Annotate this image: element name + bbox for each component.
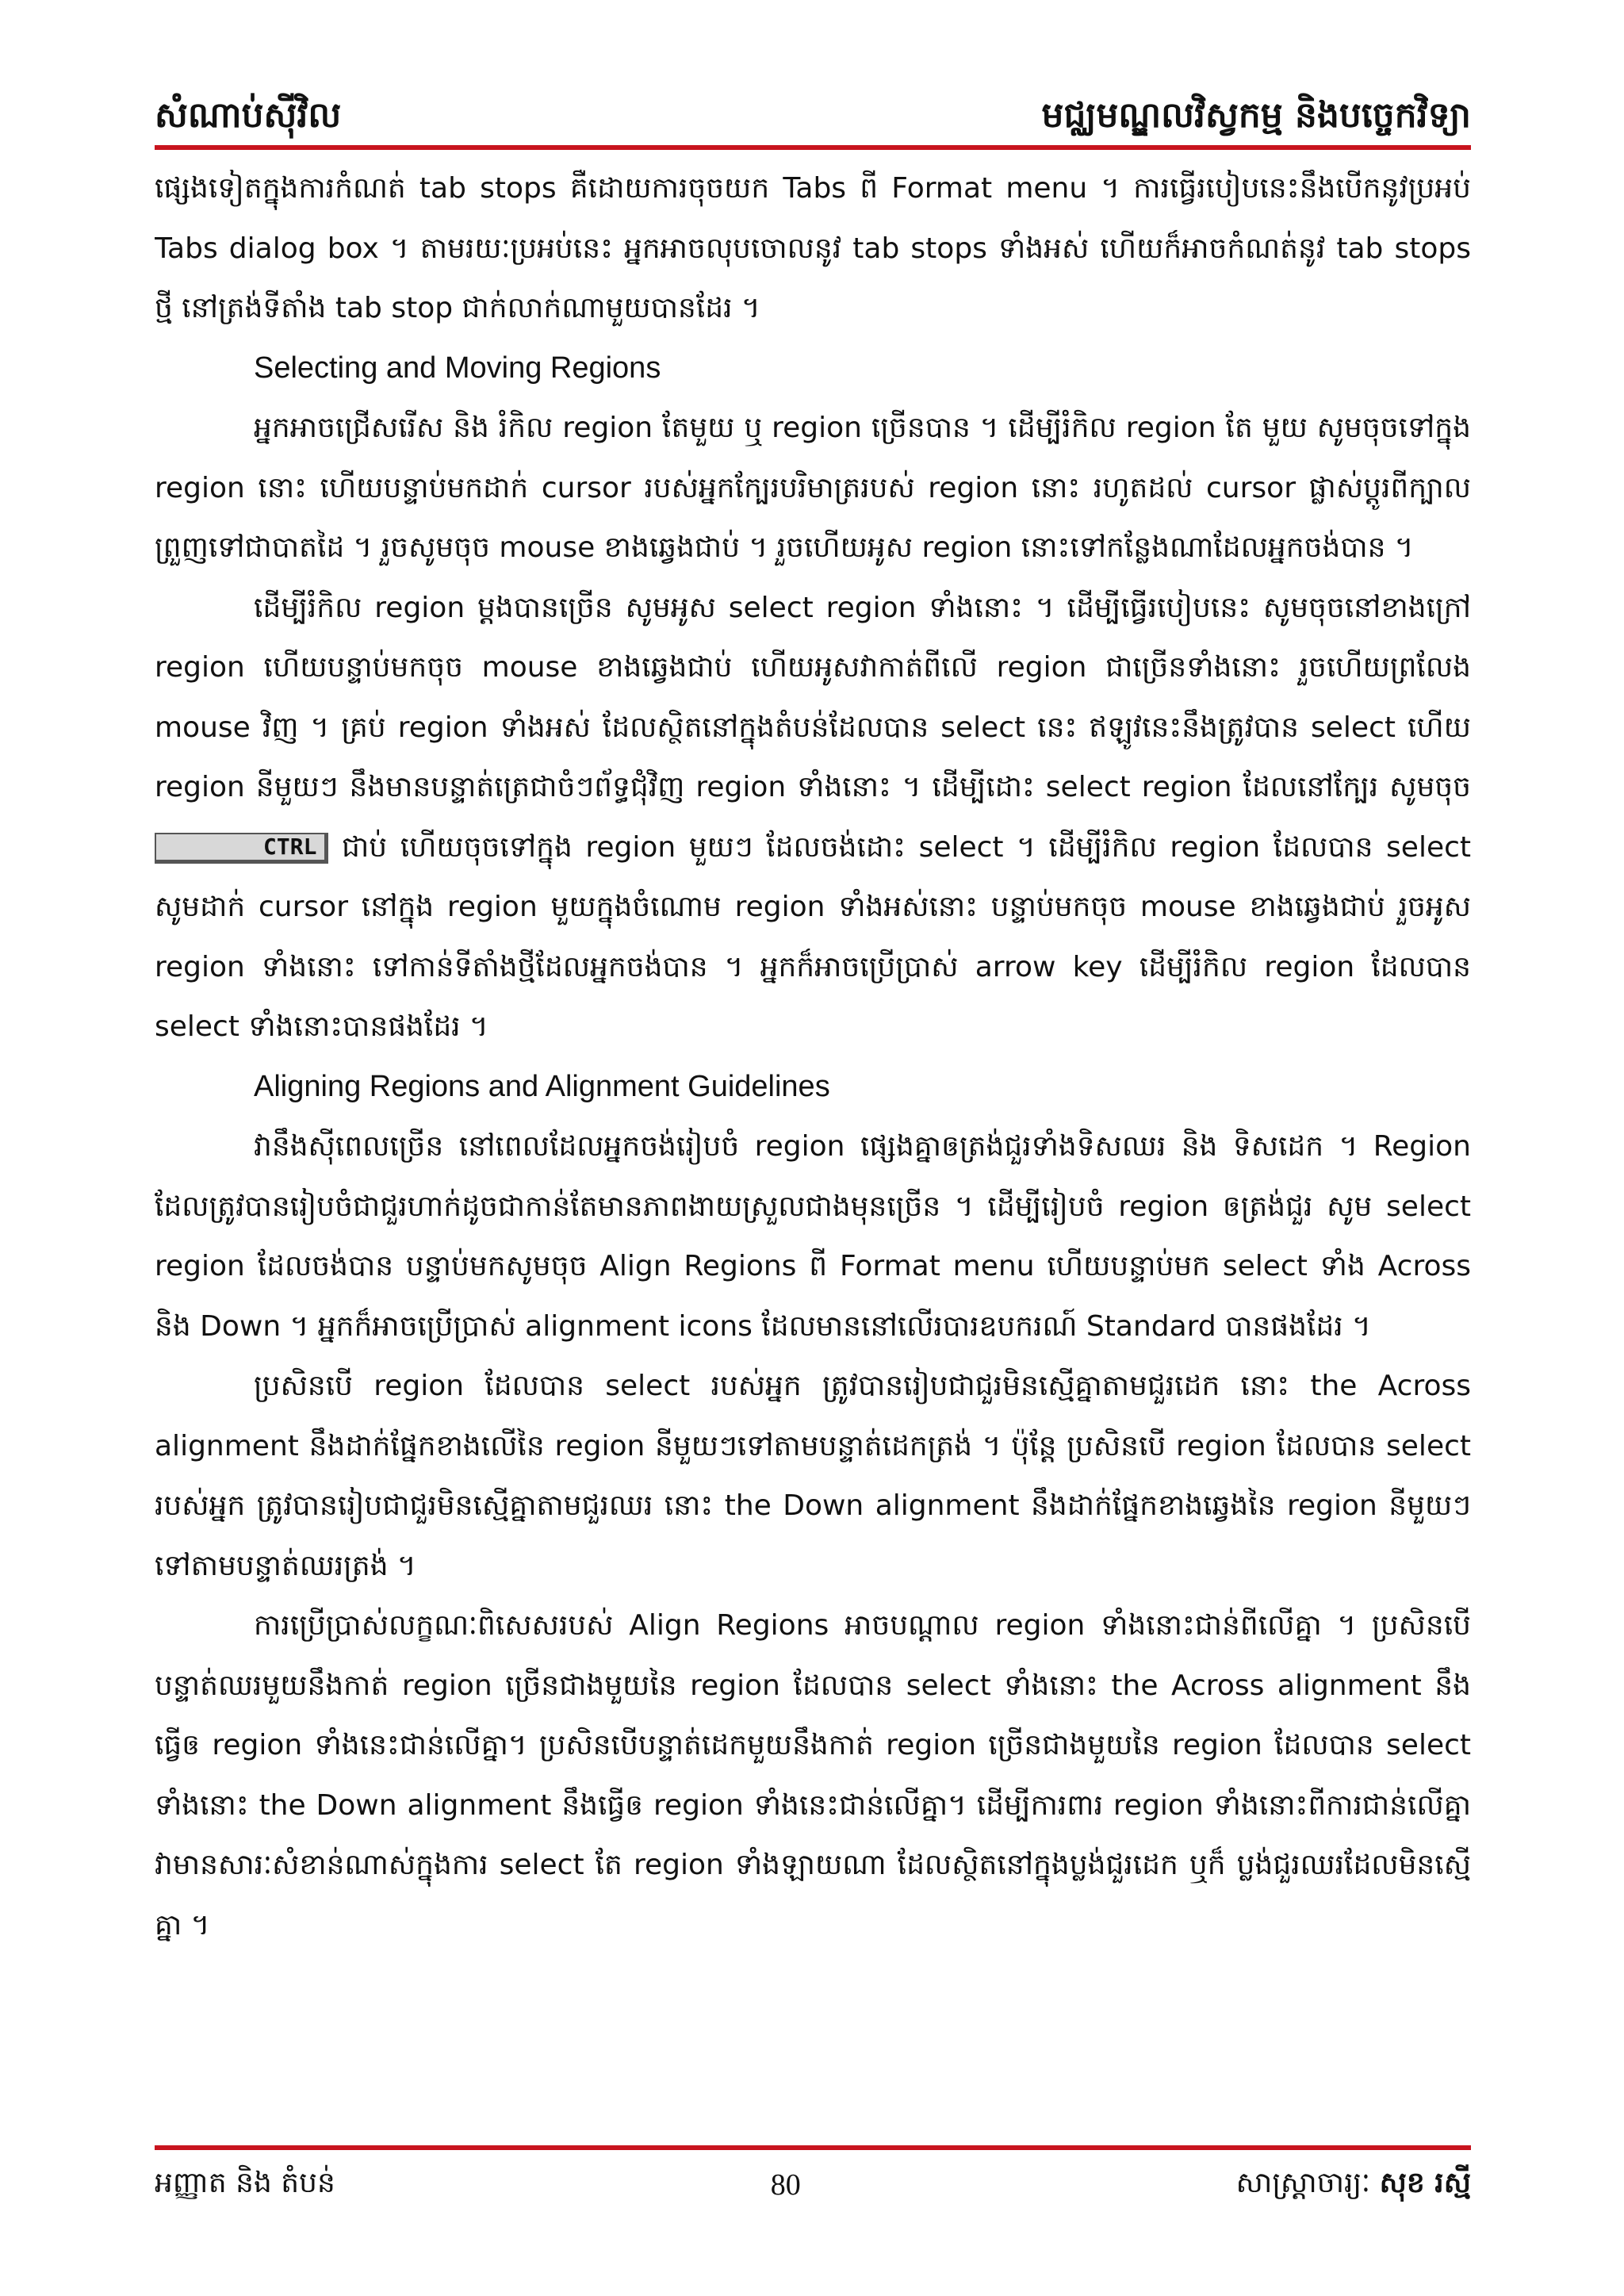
page-body [155, 159, 1471, 2102]
author-name: សុខ រស្មី [1379, 2166, 1471, 2199]
ctrl-key-icon: CTRL [155, 833, 328, 864]
paragraph-multiple-regions-part1: ដើម្បីរំកិល region ម្តងបានច្រើន សូមអូស select region ទាំងនោះ ។ ដើម្បីធ្វើរបៀបនេះ សូមចុចនៅខាងក្រៅ region ហើយបន្ទាប់មកចុច mouse ខាងឆ្វេងជាប់ ហើយអូសវាកាត់ពីលើ region ជាច្រើនទាំងនោះ រួចហើយព្រលែង mouse វិញ ។ គ្រប់ region ទាំងអស់ ដែលស្ថិតនៅក្នុងតំបន់ដែលបាន select នេះ ឥឡូវនេះនឹងត្រូវបាន select ហើយ region នីមួយៗ នឹងមានបន្ទាត់ត្រេជាចំៗព័ទ្ធជុំវិញ region ទាំងនោះ ។ ដើម្បីដោះ select region ដែលនៅក្បែរ សូមចុច [155, 591, 1471, 803]
footer-left: អញ្ញាត និង តំបន់ [155, 2166, 335, 2199]
paragraph-multiple-regions-part2: ជាប់ ហើយចុចទៅក្នុង region មួយៗ ដែលចង់ដោះ select ។ ដើម្បីរំកិល region ដែលបាន select សូមដាក់ cursor នៅក្នុង region មួយក្នុងចំណោម region ទាំងអស់នោះ បន្ទាប់មកចុច mouse ខាងឆ្វេងជាប់ រួចអូស region ទាំងនោះ ទៅកាន់ទីតាំងថ្មីដែលអ្នកចង់បាន ។ អ្នកក៏អាចប្រើប្រាស់ arrow key ដើម្បីរំកិល region ដែលបាន select ទាំងនោះបានផងដែរ ។ [155, 830, 1471, 1043]
heading-aligning-regions: Aligning Regions and Alignment Guidelines [254, 1069, 830, 1103]
footer-author [1236, 2164, 1471, 2206]
page-header [155, 79, 1471, 144]
footer-rule [155, 2145, 1471, 2150]
header-rule [155, 145, 1471, 150]
header-left-title: សំណាប់ស៊ីវិល [155, 95, 342, 136]
paragraph-across-down: ប្រសិនបើ region ដែលបាន select របស់អ្នក ត្រូវបានរៀបជាជួរមិនស្មើគ្នាតាមជួរដេក នោះ the Across alignment នឹងដាក់ផ្នែកខាងលើនៃ region នីមួយៗទៅតាមបន្ទាត់ដេកត្រង់ ។ ប៉ុន្តែ ប្រសិនបើ region ដែលបាន select របស់អ្នក ត្រូវបានរៀបជាជួរមិនស្មើគ្នាតាមជួរឈរ នោះ the Down alignment នឹងដាក់ផ្នែកខាងឆ្វេងនៃ region នីមួយៗទៅតាមបន្ទាត់ឈរត្រង់ ។ [155, 1370, 1471, 1582]
heading-selecting-moving-regions: Selecting and Moving Regions [254, 351, 661, 385]
header-right-title: មជ្ឈមណ្ឌលវិស្វកម្ម និងបច្ចេកវិទ្យា [1041, 95, 1471, 136]
paragraph-align-intro: វានឹងស៊ីពេលច្រើន នៅពេលដែលអ្នកចង់រៀបចំ region ផ្សេងគ្នាឲត្រង់ជួរទាំងទិសឈរ និង ទិសដេក ។ Region ដែលត្រូវបានរៀបចំជាជួរហាក់ដូចជាកាន់តែមានភាពងាយស្រួលជាងមុនច្រើន ។ ដើម្បីរៀបចំ region ឲត្រង់ជួរ សូម select region ដែលចង់បាន បន្ទាប់មកសូមចុច Align Regions ពី Format menu ហើយបន្ទាប់មក select ទាំង Across និង Down ។ អ្នកក៏អាចប្រើប្រាស់ alignment icons ដែលមាននៅលើរបារឧបករណ៍ Standard បានផងដែរ ។ [155, 1130, 1471, 1343]
author-title: សាស្ត្រាចារ្យៈ [1235, 2166, 1371, 2199]
page-number: 80 [770, 2168, 801, 2202]
paragraph-overlap: ការប្រើប្រាស់លក្ខណៈពិសេសរបស់ Align Regions អាចបណ្តាល region ទាំងនោះជាន់ពីលើគ្នា ។ ប្រសិនបើបន្ទាត់ឈរមួយនឹងកាត់ region ច្រើនជាងមួយនៃ region ដែលបាន select ទាំងនោះ the Across alignment នឹងធ្វើឲ region ទាំងនេះជាន់លើគ្នា។ ប្រសិនបើបន្ទាត់ដេកមួយនឹងកាត់ region ច្រើនជាងមួយនៃ region ដែលបាន select ទាំងនោះ the Down alignment នឹងធ្វើឲ region ទាំងនេះជាន់លើគ្នា។ ដើម្បីការពារ region ទាំងនោះពីការជាន់លើគ្នា វាមានសារៈសំខាន់ណាស់ក្នុងការ select តែ region ទាំងឡាយណា ដែលស្ថិតនៅក្នុងប្លង់ជួរដេក ឬក៏ ប្លង់ជួរឈរដែលមិនស្មើគ្នា ។ [155, 1609, 1471, 1941]
paragraph-moving-region: អ្នកអាចជ្រើសរើស និង រំកិល region តែមួយ ឬ region ច្រើនបាន ។ ដើម្បីរំកិល region តែ មួយ សូមចុចទៅក្នុង region នោះ ហើយបន្ទាប់មកដាក់ cursor របស់អ្នកក្បែរបរិមាត្ររបស់ region នោះ រហូតដល់ cursor ផ្លាស់ប្តូរពីក្បាលព្រួញទៅជាបាតដៃ ។ រួចសូមចុច mouse ខាងឆ្វេងជាប់ ។ រួចហើយអូស region នោះទៅកន្លែងណាដែលអ្នកចង់បាន ។ [155, 412, 1471, 564]
page-footer [155, 2157, 1471, 2213]
paragraph-tab-stops: ផ្សេងទៀតក្នុងការកំណត់ tab stops គឺដោយការចុចយក Tabs ពី Format menu ។ ការធ្វើរបៀបនេះនឹងបើកនូវប្រអប់ Tabs dialog box ។ តាមរយៈប្រអប់នេះ អ្នកអាចលុបចោលនូវ tab stops ទាំងអស់ ហើយក៏អាចកំណត់នូវ tab stops ថ្មី នៅត្រង់ទីតាំង tab stop ជាក់លាក់ណាមួយបានដែរ ។ [155, 172, 1471, 324]
paragraph-multiple-regions [155, 578, 1471, 1057]
